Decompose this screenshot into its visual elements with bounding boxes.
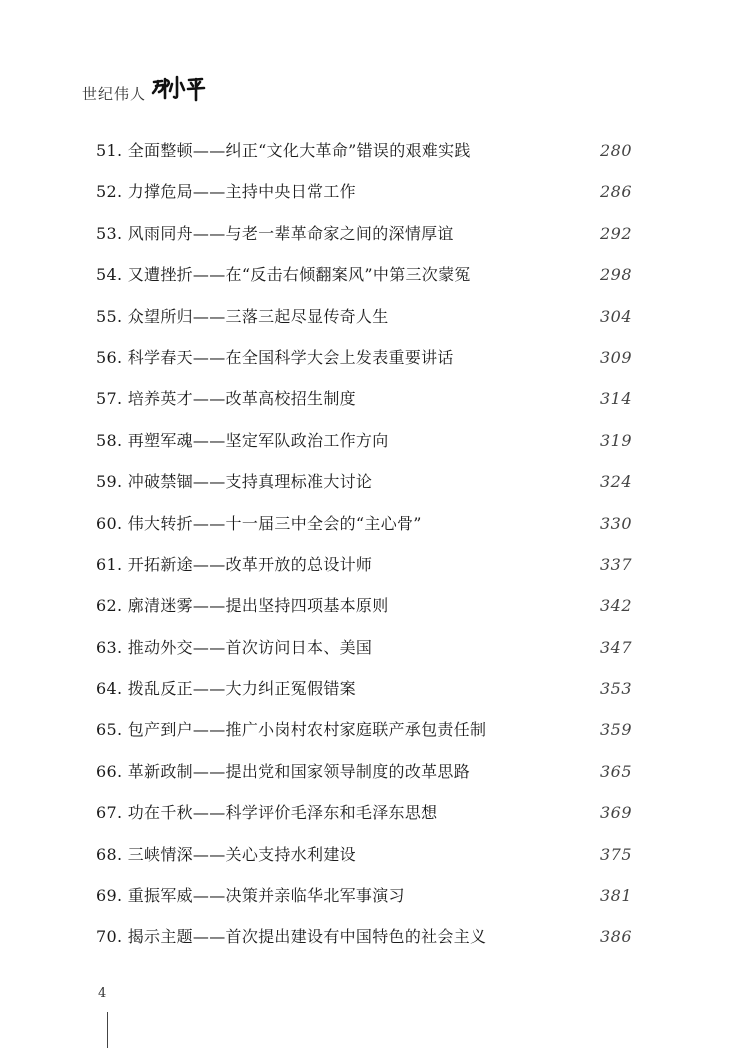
table-of-contents [96,136,632,964]
toc-entry-page: 319 [599,430,632,450]
margin-rule [107,1012,108,1048]
toc-entry-title: 54. 又遭挫折——在“反击右倾翻案风”中第三次蒙冤 [96,265,471,285]
toc-entry-page: 365 [599,761,632,781]
toc-entry-title: 68. 三峡情深——关心支持水利建设 [96,844,356,864]
toc-entry-title: 59. 冲破禁锢——支持真理标准大讨论 [96,472,373,492]
toc-entry-page: 304 [599,306,632,326]
toc-entry-title: 69. 重振军威——决策并亲临华北军事演习 [96,886,405,906]
toc-entry-page: 359 [599,720,632,740]
toc-entry-page: 292 [599,223,632,243]
toc-entry-page: 286 [599,182,632,202]
toc-entry-title: 60. 伟大转折——十一届三中全会的“主心骨” [96,513,422,533]
toc-entry [96,881,632,922]
toc-entry-title: 58. 再塑军魂——坚定军队政治工作方向 [96,430,389,450]
toc-entry-page: 369 [599,803,632,823]
toc-entry-title: 53. 风雨同舟——与老一辈革命家之间的深情厚谊 [96,223,454,243]
toc-entry [96,674,632,715]
toc-entry-title: 70. 揭示主题——首次提出建设有中国特色的社会主义 [96,927,487,947]
toc-entry-page: 298 [599,265,632,285]
toc-entry-title: 52. 力撑危局——主持中央日常工作 [96,182,356,202]
toc-entry-page: 353 [599,679,632,699]
toc-entry-page: 330 [599,513,632,533]
toc-entry-page: 309 [599,347,632,367]
toc-entry [96,426,632,467]
toc-entry [96,219,632,260]
running-header [82,68,206,104]
toc-entry [96,922,632,963]
toc-entry-page: 386 [599,927,632,947]
page-number: 4 [98,986,107,1001]
toc-entry-title: 63. 推动外交——首次访问日本、美国 [96,637,373,657]
toc-entry-title: 66. 革新政制——提出党和国家领导制度的改革思路 [96,761,471,781]
signature-logo [150,72,206,104]
toc-entry [96,177,632,218]
toc-entry-page: 342 [599,596,632,616]
toc-entry-page: 381 [599,886,632,906]
toc-entry [96,715,632,756]
toc-entry-title: 61. 开拓新途——改革开放的总设计师 [96,554,373,574]
toc-entry-page: 347 [599,637,632,657]
toc-entry [96,467,632,508]
toc-entry [96,302,632,343]
toc-entry-title: 57. 培养英才——改革高校招生制度 [96,389,356,409]
series-label: 世纪伟人 [82,85,147,103]
toc-entry [96,136,632,177]
toc-entry [96,798,632,839]
toc-entry [96,260,632,301]
toc-entry-title: 55. 众望所归——三落三起尽显传奇人生 [96,306,389,326]
toc-entry-title: 65. 包产到户——推广小岗村农村家庭联产承包责任制 [96,720,487,740]
toc-entry-title: 67. 功在千秋——科学评价毛泽东和毛泽东思想 [96,803,438,823]
toc-entry [96,550,632,591]
toc-entry-page: 324 [599,472,632,492]
toc-entry-page: 280 [599,141,632,160]
toc-entry [96,343,632,384]
toc-entry-page: 314 [599,389,632,409]
toc-entry-page: 337 [599,554,632,574]
toc-entry [96,509,632,550]
toc-entry-title: 56. 科学春天——在全国科学大会上发表重要讲话 [96,347,454,367]
toc-entry-title: 62. 廓清迷雾——提出坚持四项基本原则 [96,596,389,616]
toc-entry-page: 375 [599,844,632,864]
toc-entry [96,633,632,674]
toc-entry [96,757,632,798]
toc-entry [96,840,632,881]
toc-entry-title: 64. 拨乱反正——大力纠正冤假错案 [96,679,356,699]
toc-entry [96,384,632,425]
toc-entry [96,591,632,632]
toc-entry-title: 51. 全面整顿——纠正“文化大革命”错误的艰难实践 [96,141,471,160]
